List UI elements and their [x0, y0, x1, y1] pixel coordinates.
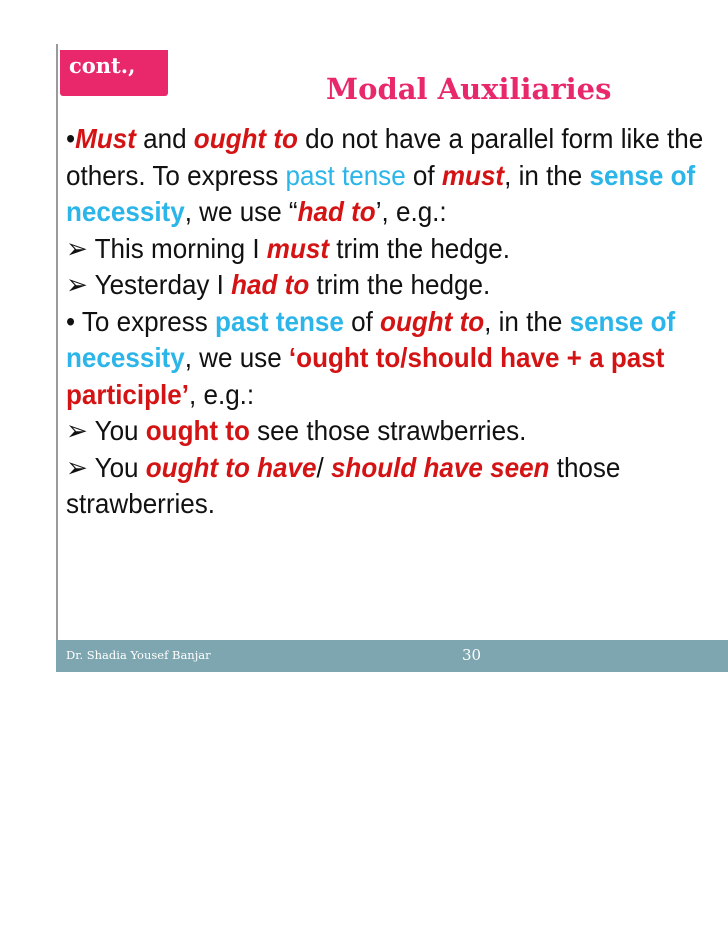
text-run: sense of [589, 159, 696, 191]
text-run: must [266, 232, 330, 264]
text-run: This morning I [87, 232, 267, 264]
arrow-bullet-icon: ➢ [66, 269, 88, 300]
text-run: , in the [504, 159, 590, 191]
text-line [66, 486, 728, 523]
continued-tag-label: cont., [69, 53, 136, 78]
text-run: , in the [484, 305, 570, 337]
text-line [66, 267, 728, 304]
text-run: do not have a parallel form like the [297, 123, 704, 154]
text-run: others. To express [66, 159, 286, 191]
text-run: sense of [569, 305, 676, 337]
arrow-bullet-icon: ➢ [66, 232, 88, 264]
bullet-icon: • [66, 123, 76, 154]
text-line [66, 158, 728, 195]
text-run: see those strawberries. [249, 415, 527, 446]
text-run: ought to [145, 415, 250, 446]
page-number: 30 [462, 646, 482, 664]
arrow-bullet-icon: ➢ [66, 415, 88, 446]
text-run: and [135, 123, 194, 154]
text-run: had to [231, 269, 310, 300]
text-line [66, 194, 728, 231]
text-run: / [316, 451, 331, 483]
text-run: trim the hedge. [309, 269, 491, 300]
text-run: of [343, 305, 381, 337]
text-line [66, 377, 728, 414]
text-run: ‘ought to/should have + a past [288, 342, 665, 373]
text-run: must [441, 159, 505, 191]
text-run: those [549, 451, 621, 483]
text-run: ought to [193, 123, 298, 154]
text-run: past tense [285, 159, 406, 191]
text-run: necessity [66, 342, 185, 373]
text-run: strawberries. [66, 488, 216, 519]
slide-body [66, 121, 728, 523]
text-run: Must [75, 123, 136, 154]
text-run: , we use “ [184, 196, 298, 227]
text-run: ’, e.g.: [375, 196, 447, 227]
text-run: of [405, 159, 442, 191]
text-run: To express [75, 305, 216, 337]
text-run: past tense [215, 305, 344, 337]
text-run: ought to have [145, 451, 317, 483]
text-run: trim the hedge. [329, 232, 510, 264]
text-run: participle’ [66, 378, 190, 410]
text-line [66, 413, 728, 450]
bullet-icon: • [66, 305, 76, 337]
text-run: necessity [66, 196, 185, 227]
text-line [66, 340, 728, 377]
slide-left-border [56, 44, 58, 672]
text-line [66, 304, 728, 341]
text-line [66, 231, 728, 268]
slide-footer [56, 640, 728, 672]
text-run: , we use [184, 342, 289, 373]
text-run: Yesterday I [87, 269, 232, 300]
text-line [66, 450, 728, 487]
text-line [66, 121, 728, 158]
footer-author: Dr. Shadia Yousef Banjar [66, 648, 211, 662]
text-run: You [87, 451, 146, 483]
slide [56, 44, 728, 672]
text-run: had to [297, 196, 376, 227]
continued-tag [60, 50, 168, 96]
text-run: , e.g.: [189, 378, 255, 410]
text-run: You [87, 415, 146, 446]
arrow-bullet-icon: ➢ [66, 451, 88, 483]
slide-title: Modal Auxiliaries [326, 72, 612, 106]
text-run: should have seen [330, 451, 550, 483]
text-run: ought to [380, 305, 485, 337]
